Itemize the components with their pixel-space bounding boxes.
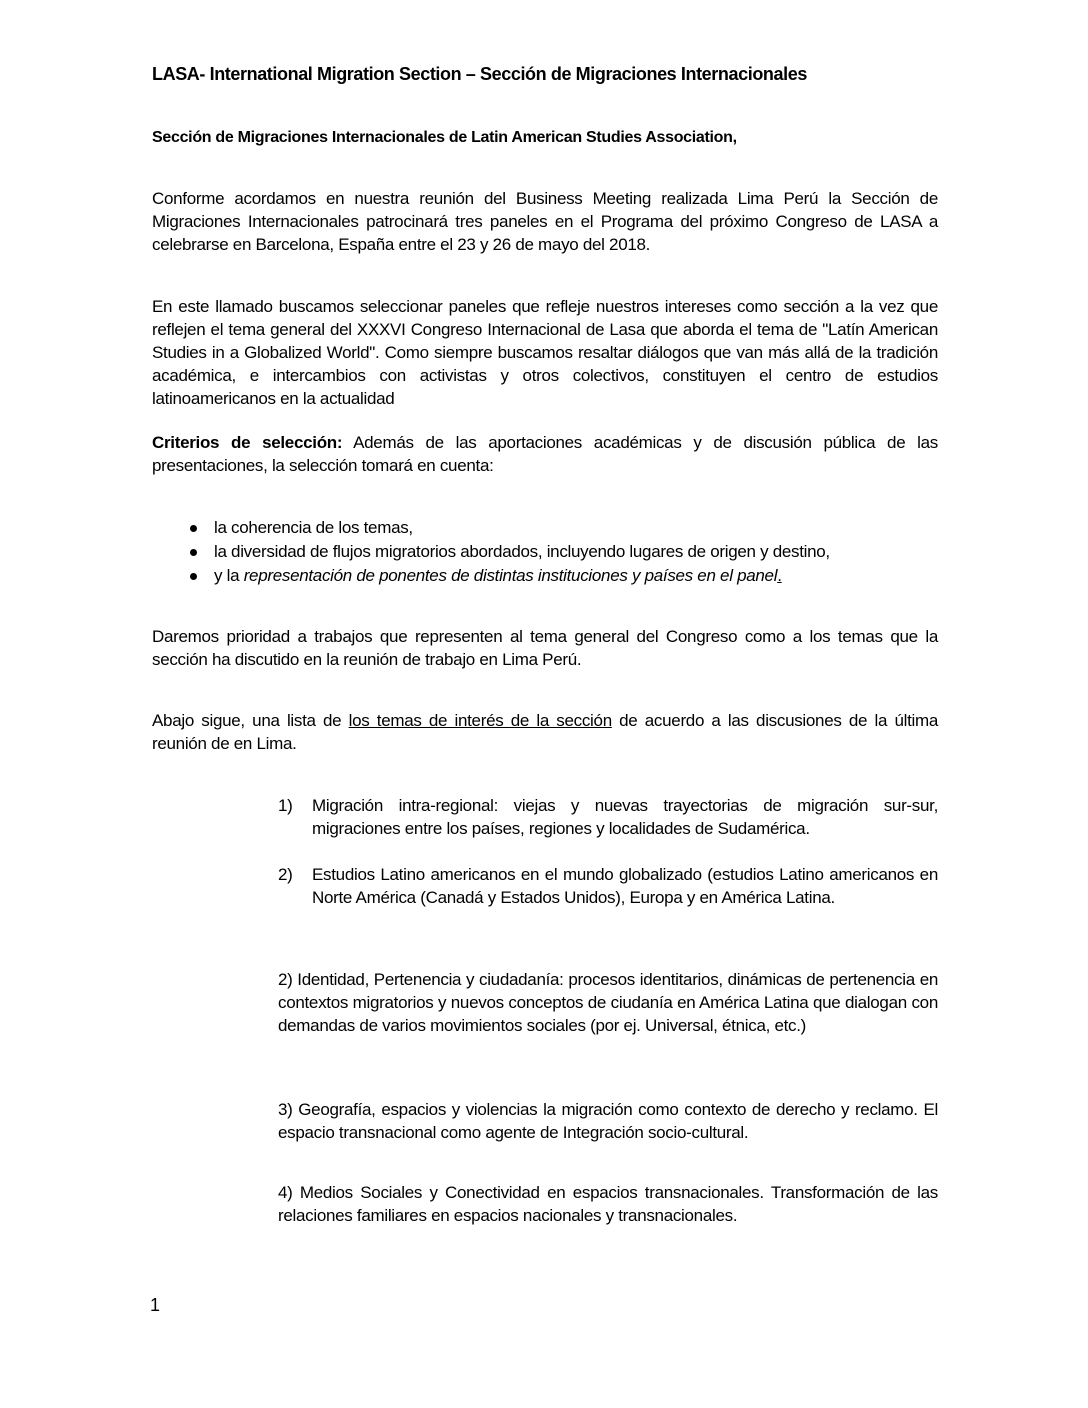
list-item: la diversidad de flujos migratorios abordados, incluyendo lugares de origen y destino, <box>152 540 952 564</box>
priority-paragraph: Daremos prioridad a trabajos que representen al tema general del Congreso como a los temas que la sección ha discutido en la reunión de trabajo en Lima Perú. <box>152 627 938 669</box>
list-item: y la representación de ponentes de distintas instituciones y países en el panel. <box>152 564 952 588</box>
topic-item: 1) Migración intra-regional: viejas y nuevas trayectorias de migración sur-sur, migraciones entre los países, regiones y localidades de Sudamérica. <box>278 796 938 838</box>
topic-item: 4) Medios Sociales y Conectividad en espacios transnacionales. Transformación de las relaciones familiares en espacios nacionales y transnacionales. <box>278 1183 938 1225</box>
bullet-icon <box>190 573 197 580</box>
criteria-paragraph <box>152 431 938 477</box>
page-number: 1 <box>150 1295 161 1315</box>
topic-item: 3) Geografía, espacios y violencias la migración como contexto de derecho y reclamo. El espacio transnacional como agente de Integración socio-cultural. <box>278 1100 938 1142</box>
list-item: la coherencia de los temas, <box>152 516 952 540</box>
bullet-icon <box>190 525 197 532</box>
criteria-label: Criterios de selección: <box>152 433 343 452</box>
topic-item: 2) Identidad, Pertenencia y ciudadanía: procesos identitarios, dinámicas de pertenencia en contextos migratorios y nuevos conceptos de ciudanía en América Latina que dialogan con demandas de varios movimientos sociales (por ej. Universal, étnica, etc.) <box>278 970 938 1035</box>
topic-item: 2) Estudios Latino americanos en el mundo globalizado (estudios Latino americanos en Norte América (Canadá y Estados Unidos), Europa y en América Latina. <box>278 865 938 907</box>
criteria-text: Además de las aportaciones académicas y de discusión pública de las presentaciones, la selección tomará en cuenta: <box>152 433 938 475</box>
intro-paragraph: Conforme acordamos en nuestra reunión del Business Meeting realizada Lima Perú la Sección de Migraciones Internacionales patrocinará tres paneles en el Programa del próximo Congreso de LASA a celebrarse en Barcelona, España entre el 23 y 26 de mayo del 2018. <box>152 189 938 254</box>
call-paragraph: En este llamado buscamos seleccionar paneles que refleje nuestros intereses como sección a la vez que reflejen el tema general del XXXVI Congreso Internacional de Lasa que aborda el tema de "Latín American Studies in a Globalized World". Como siempre buscamos resaltar diálogos que van más allá de la tradición académica, e intercambios con activistas y otros colectivos, constituyen el centro de estudios latinoamericanos en la actualidad <box>152 297 938 408</box>
bullet-icon <box>190 549 197 556</box>
document-subtitle: Sección de Migraciones Internacionales de Latin American Studies Association, <box>152 129 737 146</box>
topics-intro-paragraph: Abajo sigue, una lista de los temas de interés de la sección de acuerdo a las discusiones de la última reunión de en Lima. <box>152 711 938 753</box>
document-title: LASA- International Migration Section – Sección de Migraciones Internacionales <box>152 64 807 84</box>
criteria-list <box>152 516 952 588</box>
topics-link[interactable]: los temas de interés de la sección <box>348 711 612 730</box>
